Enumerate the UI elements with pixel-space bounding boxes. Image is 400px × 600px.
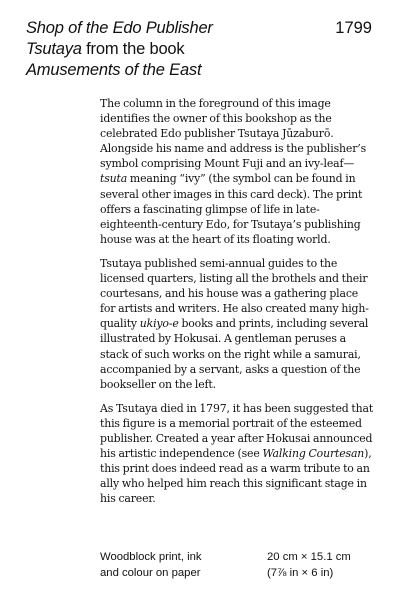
medium-info xyxy=(100,549,202,581)
medium-line-1: Woodblock print, ink xyxy=(100,551,202,563)
title-line-2-rest: from the book xyxy=(81,40,185,58)
title-line-2 xyxy=(26,39,326,60)
publisher-name: Tsutaya xyxy=(26,40,82,58)
size-metric: 20 cm × 15.1 cm xyxy=(267,551,351,563)
description-body xyxy=(100,96,376,515)
description-paragraph-2: Tsutaya published semi-annual guides to the licensed quarters, listing all the brothels and their courtesans, and his house was a gathering place for artists and writers. He also created many high-quality ukiyo-e books and prints, including several illustrated by Hokusai. A gentleman peruses a stack of such works on the right while a samurai, accompanied by a servant, asks a question of the bookseller on the left. xyxy=(100,256,369,391)
medium-line-2: and colour on paper xyxy=(100,567,201,579)
artwork-title xyxy=(26,18,326,81)
title-line-1: Shop of the Edo Publisher xyxy=(26,19,213,37)
size-imperial: (7⅞ in × 6 in) xyxy=(267,567,334,579)
description-paragraph-3: As Tsutaya died in 1797, it has been suggested that this figure is a memorial portrait of the esteemed publisher. Created a year after Hokusai announced his artistic independence (see Walking Courtesan), this print does indeed read as a warm tribute to an ally who helped him reach this significant stage in his career. xyxy=(100,401,374,506)
dimensions-info xyxy=(267,549,351,581)
title-line-3: Amusements of the East xyxy=(26,61,202,79)
description-paragraph-1: The column in the foreground of this image identifies the owner of this bookshop as the celebrated Edo publisher Tsutaya Jūzaburō. Alongside his name and address is the publisher’s symbol comprising Mount Fuji and an ivy-leaf—tsuta meaning “ivy” (the symbol can be found in several other images in this card deck). The print offers a fascinating glimpse of life in late-eighteenth-century Edo, for Tsutaya’s publishing house was at the heart of its floating world. xyxy=(100,97,367,246)
artwork-year: 1799 xyxy=(335,19,372,37)
